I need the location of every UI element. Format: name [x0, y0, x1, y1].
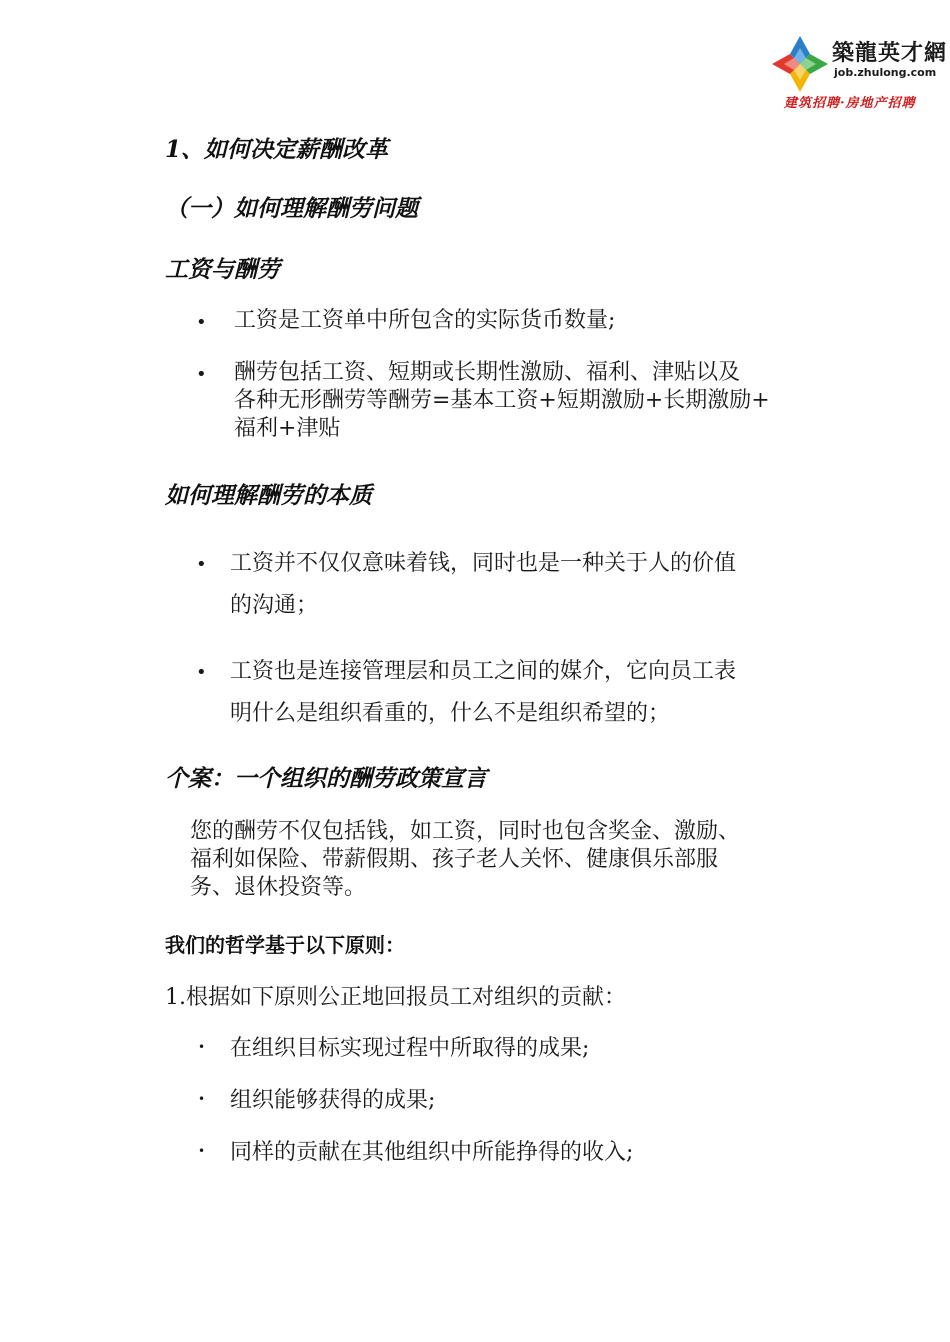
case-paragraph-line-3: 务、退休投资等。 [190, 875, 367, 900]
wage-bullet-1-line-1: 工资是工资单中所包含的实际货币数量; [234, 308, 616, 333]
bullet-dot: • [196, 312, 207, 333]
logo-name: 築龍英才網 [832, 40, 948, 66]
heading-philosophy: 我们的哲学基于以下原则： [165, 933, 405, 957]
subsection-title: （一）如何理解酬劳问题 [165, 195, 418, 222]
wage-bullet-2 [234, 359, 770, 443]
essence-bullet-2 [230, 651, 736, 735]
principle-sub-bullet-2: 组织能够获得的成果; [230, 1088, 436, 1113]
zhulong-logo [770, 28, 948, 113]
essence-bullet-2-line-2: 明什么是组织看重的，什么不是组织希望的； [230, 701, 671, 726]
essence-bullet-2-line-1: 工资也是连接管理层和员工之间的媒介，它向员工表 [230, 659, 737, 684]
bullet-dot: • [198, 1040, 206, 1054]
heading-pay-essence: 如何理解酬劳的本质 [165, 482, 372, 509]
wage-bullet-1 [234, 307, 615, 335]
case-paragraph-line-2: 福利如保险、带薪假期、孩子老人关怀、健康俱乐部服 [190, 847, 719, 872]
wage-bullet-2-line-1: 酬劳包括工资、短期或长期性激励、福利、津贴以及 [234, 360, 741, 385]
wage-bullet-2-line-3: 福利+津贴 [234, 416, 341, 441]
essence-bullet-1-line-1: 工资并不仅仅意味着钱，同时也是一种关于人的价值 [230, 551, 737, 576]
logo-url: job.zhulong.com [834, 66, 937, 79]
principle-sub-bullet-3: 同样的贡献在其他组织中所能挣得的收入; [230, 1140, 634, 1165]
case-paragraph [190, 818, 740, 902]
heading-wage-and-pay: 工资与酬劳 [165, 256, 280, 283]
pinwheel-logo-icon [770, 34, 830, 94]
section-title: 1、如何决定薪酬改革 [165, 136, 389, 163]
bullet-dot: • [198, 1092, 206, 1106]
principle-sub-bullet-1: 在组织目标实现过程中所取得的成果; [230, 1036, 590, 1061]
logo-tagline: 建筑招聘·房地产招聘 [784, 96, 916, 111]
essence-bullet-1 [230, 543, 736, 627]
wage-bullet-2-line-2: 各种无形酬劳等酬劳=基本工资+短期激励+长期激励+ [234, 388, 770, 413]
bullet-dot: • [198, 1144, 206, 1158]
bullet-dot: • [196, 364, 207, 385]
principle-1: 1.根据如下原则公正地回报员工对组织的贡献： [165, 985, 626, 1010]
heading-case: 个案：一个组织的酬劳政策宣言 [165, 765, 487, 792]
bullet-dot: • [196, 662, 207, 683]
bullet-dot: • [196, 554, 207, 575]
case-paragraph-line-1: 您的酬劳不仅包括钱，如工资，同时也包含奖金、激励、 [190, 819, 741, 844]
essence-bullet-1-line-2: 的沟通； [230, 593, 319, 618]
